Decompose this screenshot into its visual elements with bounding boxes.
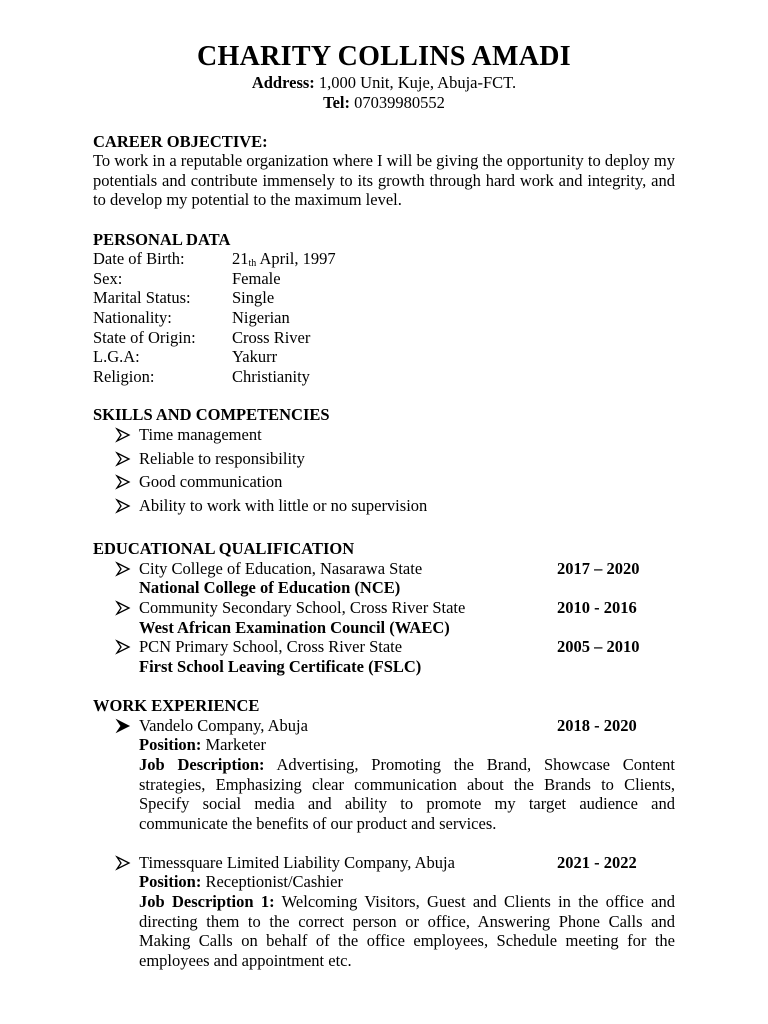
position-value: Receptionist/Cashier [205, 872, 343, 891]
education-years: 2017 – 2020 [557, 559, 640, 578]
address-value: 1,000 Unit, Kuje, Abuja-FCT. [318, 73, 517, 92]
personal-row-dob [93, 249, 675, 269]
dob-label: Date of Birth: [93, 249, 185, 268]
education-certificate: West African Examination Council (WAEC) [139, 618, 450, 637]
tel-value: 07039980552 [354, 93, 445, 112]
dob-day: 21 [232, 249, 249, 268]
job-description [139, 755, 675, 833]
education-years: 2005 – 2010 [557, 637, 640, 656]
job-description-label: Job Description: [139, 755, 265, 774]
personal-label: Nationality: [93, 308, 172, 327]
position-line [139, 872, 343, 892]
personal-row [93, 367, 675, 387]
personal-row [93, 288, 675, 308]
personal-row [93, 269, 675, 289]
job-description-label: Job Description 1: [139, 892, 275, 911]
personal-label: Marital Status: [93, 288, 191, 307]
arrow-bullet-icon [115, 637, 131, 657]
arrow-bullet-icon [115, 449, 131, 469]
arrow-bullet-icon [115, 496, 131, 516]
personal-value: Christianity [232, 367, 310, 386]
school-name: Community Secondary School, Cross River State [139, 598, 466, 617]
tel-label: Tel: [323, 93, 351, 112]
company-name: Vandelo Company, Abuja [139, 716, 308, 735]
personal-label: L.G.A: [93, 347, 140, 366]
arrow-bullet-icon [115, 853, 131, 873]
personal-value: Yakurr [232, 347, 278, 366]
personal-value: Cross River [232, 328, 311, 347]
dob-suffix: th [248, 258, 257, 269]
personal-value: Nigerian [232, 308, 290, 327]
school-name: PCN Primary School, Cross River State [139, 637, 403, 656]
work-experience-heading: WORK EXPERIENCE [93, 696, 260, 715]
personal-row [93, 308, 675, 328]
arrow-bullet-icon [115, 598, 131, 618]
work-years: 2021 - 2022 [557, 853, 637, 872]
skill-text: Reliable to responsibility [139, 449, 305, 468]
education-years: 2010 - 2016 [557, 598, 637, 617]
address-line [93, 73, 675, 93]
education-heading: EDUCATIONAL QUALIFICATION [93, 539, 355, 558]
arrow-bullet-icon [115, 559, 131, 579]
job-description-text: Welcoming Visitors, Guest and Clients in the office and directing them to the correct person or office, Answering Phone Calls and Making Calls on behalf of the office employees, Schedule meeting for the employees and appointment etc. [139, 892, 676, 970]
skill-text: Ability to work with little or no supervision [139, 496, 428, 515]
list-item [115, 472, 675, 492]
job-description [139, 892, 675, 970]
personal-label: State of Origin: [93, 328, 196, 347]
work-years: 2018 - 2020 [557, 716, 637, 735]
position-label: Position: [139, 735, 202, 754]
list-item [115, 449, 675, 469]
personal-row [93, 328, 675, 348]
personal-label: Sex: [93, 269, 123, 288]
list-item [115, 496, 675, 516]
position-line [139, 735, 266, 755]
career-objective-heading: CAREER OBJECTIVE: [93, 132, 268, 151]
position-value: Marketer [205, 735, 266, 754]
list-item [115, 425, 675, 445]
personal-row [93, 347, 675, 367]
personal-label: Religion: [93, 367, 155, 386]
company-name: Timessquare Limited Liability Company, Abuja [139, 853, 455, 872]
position-label: Position: [139, 872, 202, 891]
arrow-bullet-icon [115, 716, 131, 736]
personal-data-heading: PERSONAL DATA [93, 230, 231, 249]
dob-rest: April, 1997 [259, 249, 336, 268]
arrow-bullet-icon [115, 472, 131, 492]
education-certificate: First School Leaving Certificate (FSLC) [139, 657, 422, 676]
address-label: Address: [251, 73, 315, 92]
education-certificate: National College of Education (NCE) [139, 578, 401, 597]
skill-text: Time management [139, 425, 262, 444]
personal-value: Single [232, 288, 275, 307]
candidate-name: CHARITY COLLINS AMADI [197, 41, 571, 72]
arrow-bullet-icon [115, 425, 131, 445]
personal-value: Female [232, 269, 281, 288]
job-description-text: Advertising, Promoting the Brand, Showcase Content strategies, Emphasizing clear communication about the Brands to Clients, Specify social media and ability to promote my target audience and communicate the benefits of our product and services. [139, 755, 676, 833]
skill-text: Good communication [139, 472, 283, 491]
career-objective-text: To work in a reputable organization where I will be giving the opportunity to deploy my potentials and contribute immensely to its growth through hard work and integrity, and to develop my potential to the maximum level. [93, 151, 675, 210]
tel-line [93, 93, 675, 113]
school-name: City College of Education, Nasarawa State [139, 559, 423, 578]
skills-heading: SKILLS AND COMPETENCIES [93, 405, 330, 424]
